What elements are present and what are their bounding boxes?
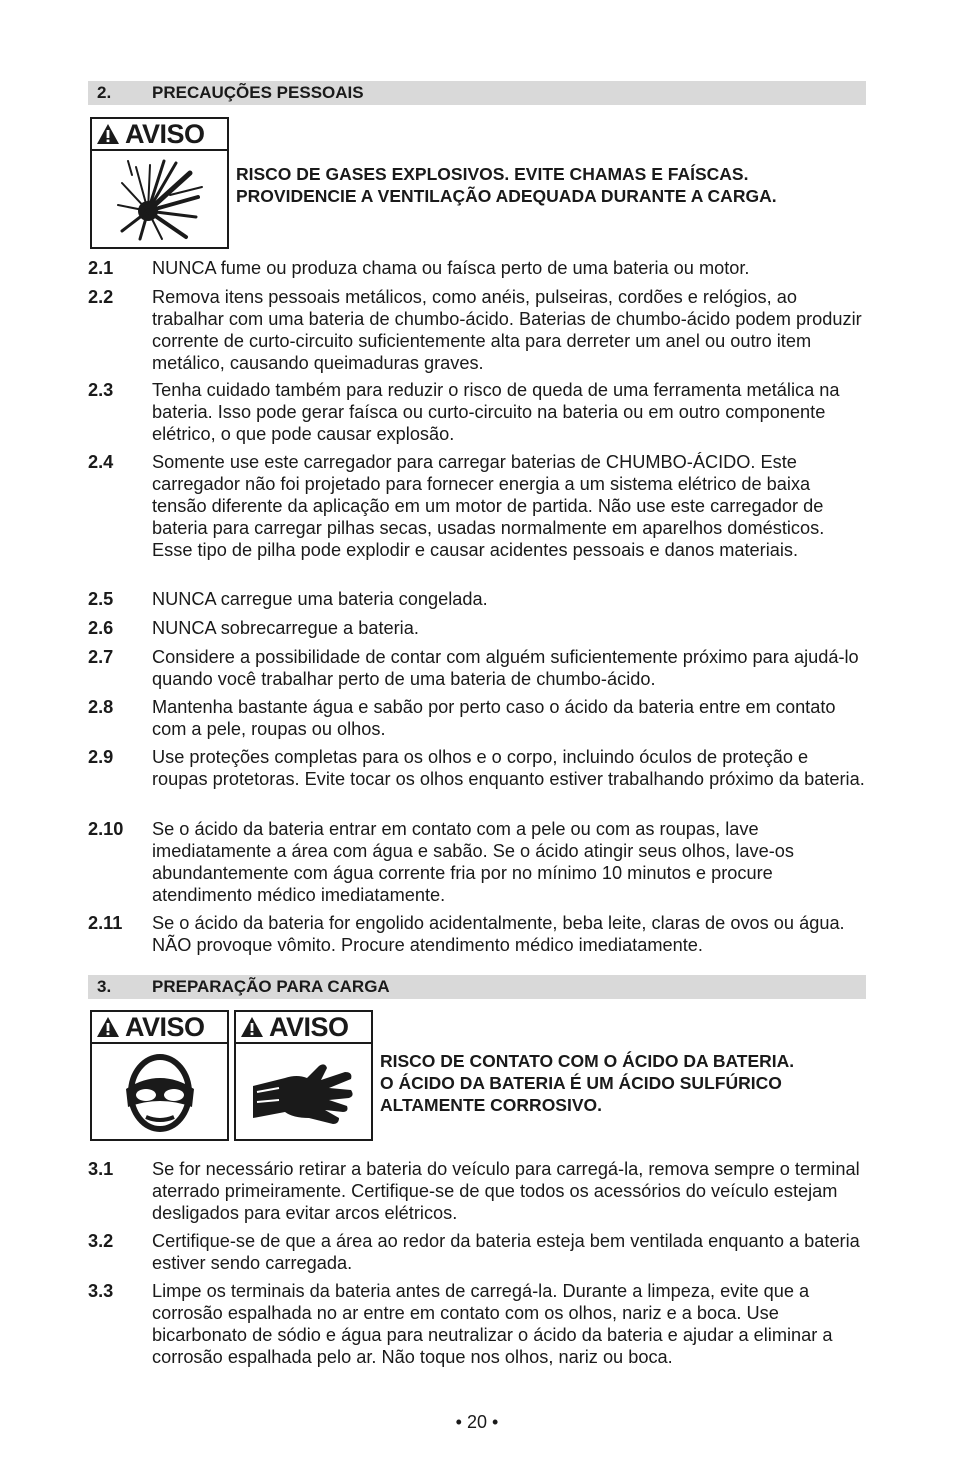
section-2-header bbox=[88, 81, 866, 105]
section-title: PREPARAÇÃO PARA CARGA bbox=[152, 977, 390, 996]
item-text: Tenha cuidado também para reduzir o risco de queda de uma ferramenta metálica na bateria. Isso pode gerar faísca ou curto-circuito na bateria ou em outro componente elétrico, o que pode causar explosão. bbox=[152, 380, 840, 444]
item-text: Somente use este carregador para carregar baterias de CHUMBO-ÁCIDO. Este carregador não foi projetado para fornecer energia a um sistema elétrico de baixa tensão diferente da aplicação em um motor de partida. Não use este carregador de bateria para carregar pilhas secas, usadas normalmente em aparelhos domésticos. Esse tipo de pilha pode explodir e causar acidentes pessoais e danos materiais. bbox=[152, 452, 825, 560]
warning-text-acid bbox=[380, 1050, 794, 1116]
warning-box-explosion bbox=[90, 117, 229, 249]
item-number: 2.6 bbox=[88, 618, 114, 638]
item-number: 2.10 bbox=[88, 819, 124, 839]
list-item bbox=[88, 286, 868, 374]
item-text: Se for necessário retirar a bateria do veículo para carregá-la, remova sempre o terminal aterrado primeiramente. Certifique-se de que todos os acessórios do veículo estejam desligados para evitar arcos elétricos. bbox=[152, 1159, 860, 1223]
list-item bbox=[88, 912, 868, 956]
warning-text-explosion bbox=[236, 163, 777, 207]
list-item bbox=[88, 451, 868, 561]
warning-label: AVISO bbox=[125, 1012, 205, 1042]
item-text: Se o ácido da bateria entrar em contato com a pele ou com as roupas, lave imediatamente a área com água e sabão. Se o ácido atingir seus olhos, lave-os abundantemente com água corrente fria por no mínimo 10 minutos e procure atendimento médico imediatamente. bbox=[152, 819, 794, 905]
list-item bbox=[88, 1230, 868, 1274]
item-text: Limpe os terminais da bateria antes de carregá-la. Durante a limpeza, evite que a corrosão espalhada no ar entre em contato com os olhos, nariz e a boca. Use bicarbonato de sódio e água para neutralizar o ácido da bateria e ajudar a eliminar a corrosão espalhada pelo ar. Não toque nos olhos, nariz ou boca. bbox=[152, 1281, 833, 1367]
list-item bbox=[88, 257, 868, 279]
warning-line: PROVIDENCIE A VENTILAÇÃO ADEQUADA DURANTE A CARGA. bbox=[236, 186, 777, 206]
item-number: 2.9 bbox=[88, 747, 114, 767]
item-text: NUNCA fume ou produza chama ou faísca perto de uma bateria ou motor. bbox=[152, 258, 750, 278]
warning-line: RISCO DE CONTATO COM O ÁCIDO DA BATERIA. bbox=[380, 1051, 795, 1071]
item-number: 2.5 bbox=[88, 589, 114, 609]
warning-triangle-icon bbox=[240, 1016, 264, 1038]
item-text: NUNCA sobrecarregue a bateria. bbox=[152, 618, 419, 638]
page-number: • 20 • bbox=[455, 1412, 499, 1432]
warning-line: ALTAMENTE CORROSIVO. bbox=[380, 1095, 602, 1115]
goggles-icon bbox=[92, 1044, 227, 1139]
section-3-header bbox=[88, 975, 866, 999]
item-number: 2.4 bbox=[88, 452, 114, 472]
warning-header bbox=[92, 119, 227, 151]
explosion-icon bbox=[92, 151, 227, 247]
list-item bbox=[88, 1280, 868, 1368]
warning-box-goggles bbox=[90, 1010, 229, 1141]
list-item bbox=[88, 379, 868, 445]
warning-box-glove bbox=[234, 1010, 373, 1141]
warning-line: RISCO DE GASES EXPLOSIVOS. EVITE CHAMAS E FAÍSCAS. bbox=[236, 164, 749, 184]
warning-triangle-icon bbox=[96, 123, 120, 145]
item-number: 2.11 bbox=[88, 913, 123, 933]
item-number: 3.3 bbox=[88, 1281, 114, 1301]
item-text: Remova itens pessoais metálicos, como anéis, pulseiras, cordões e relógios, ao trabalhar com uma bateria de chumbo-ácido. Baterias de chumbo-ácido podem produzir corrente de curto-circuito suficientemente alta para derreter um anel ou outro item metálico, causando queimaduras graves. bbox=[152, 287, 862, 373]
section-title: PRECAUÇÕES PESSOAIS bbox=[152, 83, 364, 102]
item-text: Certifique-se de que a área ao redor da bateria esteja bem ventilada enquanto a bateria estiver sendo carregada. bbox=[152, 1231, 860, 1273]
warning-header bbox=[236, 1012, 371, 1044]
item-text: Se o ácido da bateria for engolido acidentalmente, beba leite, claras de ovos ou água. NÃO provoque vômito. Procure atendimento médico imediatamente. bbox=[152, 913, 845, 955]
item-number: 2.1 bbox=[88, 258, 114, 278]
item-text: NUNCA carregue uma bateria congelada. bbox=[152, 589, 488, 609]
item-number: 2.7 bbox=[88, 647, 114, 667]
section-number: 2. bbox=[97, 83, 112, 102]
item-number: 2.8 bbox=[88, 697, 114, 717]
item-number: 2.2 bbox=[88, 287, 114, 307]
glove-icon bbox=[236, 1044, 371, 1139]
list-item bbox=[88, 818, 868, 906]
warning-header bbox=[92, 1012, 227, 1044]
item-text: Mantenha bastante água e sabão por perto caso o ácido da bateria entre em contato com a pele, roupas ou olhos. bbox=[152, 697, 836, 739]
list-item bbox=[88, 696, 868, 740]
list-item bbox=[88, 588, 868, 610]
item-text: Considere a possibilidade de contar com alguém suficientemente próximo para ajudá-lo quando você trabalhar perto de uma bateria de chumbo-ácido. bbox=[152, 647, 859, 689]
list-item bbox=[88, 1158, 868, 1224]
warning-label: AVISO bbox=[125, 119, 205, 149]
item-number: 2.3 bbox=[88, 380, 114, 400]
item-number: 3.1 bbox=[88, 1159, 114, 1179]
warning-line: O ÁCIDO DA BATERIA É UM ÁCIDO SULFÚRICO bbox=[380, 1073, 782, 1093]
item-text: Use proteções completas para os olhos e o corpo, incluindo óculos de proteção e roupas protetoras. Evite tocar os olhos enquanto estiver trabalhando próximo da bateria. bbox=[152, 747, 865, 789]
item-number: 3.2 bbox=[88, 1231, 114, 1251]
warning-triangle-icon bbox=[96, 1016, 120, 1038]
list-item bbox=[88, 646, 868, 690]
section-number: 3. bbox=[97, 977, 112, 996]
warning-label: AVISO bbox=[269, 1012, 349, 1042]
list-item bbox=[88, 617, 868, 639]
list-item bbox=[88, 746, 868, 790]
